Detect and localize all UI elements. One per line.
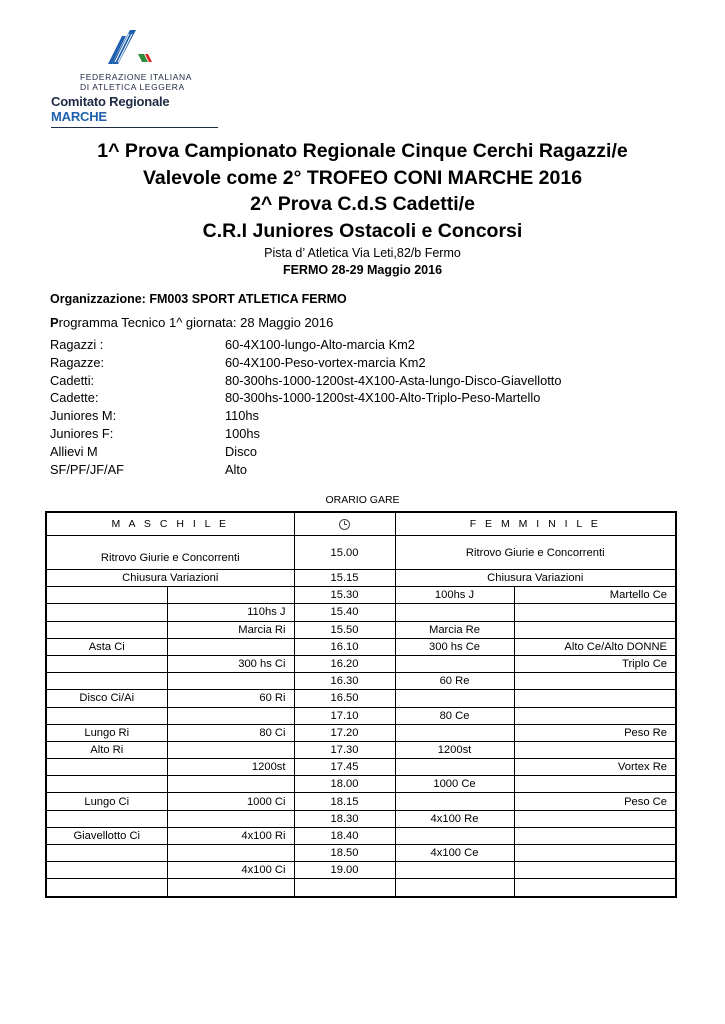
- org-name-line1: FEDERAZIONE ITALIANA: [80, 72, 192, 82]
- female-field-event: Triplo Ce: [514, 655, 676, 672]
- female-closing: Chiusura Variazioni: [395, 570, 676, 587]
- schedule-row: [46, 655, 676, 672]
- schedule-row: [46, 810, 676, 827]
- event-time: 15.30: [294, 587, 395, 604]
- category-events: 100hs: [225, 425, 260, 441]
- category-list: [50, 336, 561, 478]
- event-time: 17.10: [294, 707, 395, 724]
- male-closing: Chiusura Variazioni: [46, 570, 294, 587]
- closing-time: 15.15: [294, 570, 395, 587]
- male-meeting: Ritrovo Giurie e Concorrenti: [46, 536, 294, 570]
- closing-row: [46, 570, 676, 587]
- male-track-event: [167, 810, 294, 827]
- organization: Organizzazione: FM003 SPORT ATLETICA FERMO: [50, 292, 347, 306]
- male-track-event: [167, 879, 294, 897]
- female-track-event: 1200st: [395, 741, 514, 758]
- category-row: [50, 443, 561, 461]
- male-field-event: [46, 879, 167, 897]
- female-field-event: [514, 862, 676, 879]
- female-track-event: [395, 862, 514, 879]
- male-track-event: 80 Ci: [167, 724, 294, 741]
- category-name: Juniores M:: [50, 408, 117, 424]
- female-field-event: [514, 673, 676, 690]
- male-field-event: [46, 845, 167, 862]
- male-track-event: [167, 638, 294, 655]
- male-field-event: [46, 776, 167, 793]
- female-track-event: [395, 724, 514, 741]
- male-track-event: 4x100 Ci: [167, 862, 294, 879]
- event-time: 18.15: [294, 793, 395, 810]
- schedule-row: [46, 587, 676, 604]
- meeting-time: 15.00: [294, 536, 395, 570]
- category-row: [50, 354, 561, 372]
- category-events: Alto: [225, 461, 248, 477]
- schedule-row: [46, 741, 676, 758]
- category-row: [50, 461, 561, 479]
- male-track-event: 4x100 Ri: [167, 827, 294, 844]
- schedule-row: [46, 827, 676, 844]
- title-line1: 1^ Prova Campionato Regionale Cinque Cerchi Ragazzi/e: [97, 140, 628, 162]
- female-field-event: [514, 707, 676, 724]
- male-track-event: 1200st: [167, 759, 294, 776]
- category-name: SF/PF/JF/AF: [50, 461, 124, 477]
- female-track-event: [395, 793, 514, 810]
- category-name: Cadette:: [50, 390, 99, 406]
- male-field-event: Asta Ci: [46, 638, 167, 655]
- male-field-event: [46, 707, 167, 724]
- female-track-event: 60 Re: [395, 673, 514, 690]
- male-field-event: [46, 655, 167, 672]
- category-events: 80-300hs-1000-1200st-4X100-Asta-lungo-Disco-Giavellotto: [225, 372, 562, 388]
- schedule-row: [46, 690, 676, 707]
- female-header: F E M M I N I L E: [395, 512, 676, 536]
- time-header: [294, 512, 395, 536]
- male-field-event: Disco Ci/Ai: [46, 690, 167, 707]
- event-time: 18.40: [294, 827, 395, 844]
- female-field-event: Peso Ce: [514, 793, 676, 810]
- male-field-event: [46, 587, 167, 604]
- category-row: [50, 407, 561, 425]
- category-name: Juniores F:: [50, 425, 114, 441]
- female-field-event: [514, 776, 676, 793]
- event-time: 18.30: [294, 810, 395, 827]
- schedule-row: [46, 879, 676, 897]
- male-field-event: [46, 862, 167, 879]
- female-track-event: Marcia Re: [395, 621, 514, 638]
- category-name: Allievi M: [50, 443, 98, 459]
- title-line2: Valevole come 2° TROFEO CONI MARCHE 2016: [142, 166, 583, 189]
- title-block: [0, 138, 725, 279]
- category-events: 80-300hs-1000-1200st-4X100-Alto-Triplo-Peso-Martello: [225, 390, 541, 406]
- female-track-event: [395, 827, 514, 844]
- category-row: [50, 389, 561, 407]
- category-name: Ragazze:: [50, 354, 105, 370]
- female-track-event: [395, 655, 514, 672]
- event-time: 17.20: [294, 724, 395, 741]
- meeting-row: [46, 536, 676, 570]
- schedule-row: [46, 724, 676, 741]
- schedule-row: [46, 604, 676, 621]
- female-track-event: [395, 604, 514, 621]
- programme-initial: P: [50, 315, 59, 330]
- schedule-row: [46, 707, 676, 724]
- female-track-event: 1000 Ce: [395, 776, 514, 793]
- female-field-event: [514, 845, 676, 862]
- male-track-event: 1000 Ci: [167, 793, 294, 810]
- schedule-table: [45, 511, 677, 898]
- schedule-row: [46, 673, 676, 690]
- female-track-event: 4x100 Ce: [395, 845, 514, 862]
- schedule-row: [46, 862, 676, 879]
- female-field-event: [514, 690, 676, 707]
- category-events: Disco: [225, 443, 257, 459]
- event-time: 19.00: [294, 862, 395, 879]
- fidal-emblem-icon: [108, 30, 156, 70]
- female-field-event: [514, 827, 676, 844]
- event-time: 16.30: [294, 673, 395, 690]
- category-row: [50, 425, 561, 443]
- female-track-event: 80 Ce: [395, 707, 514, 724]
- category-events: 60-4X100-lungo-Alto-marcia Km2: [225, 337, 415, 352]
- female-field-event: [514, 621, 676, 638]
- committee-name: [51, 94, 218, 128]
- schedule-header-row: [46, 512, 676, 536]
- male-track-event: 110hs J: [167, 604, 294, 621]
- event-time: 18.50: [294, 845, 395, 862]
- female-field-event: [514, 810, 676, 827]
- female-track-event: [395, 690, 514, 707]
- female-field-event: Vortex Re: [514, 759, 676, 776]
- category-events: 60-4X100-Peso-vortex-marcia Km2: [225, 354, 426, 370]
- male-field-event: [46, 673, 167, 690]
- male-field-event: Lungo Ci: [46, 793, 167, 810]
- category-name: Ragazzi :: [50, 337, 104, 352]
- female-meeting: Ritrovo Giurie e Concorrenti: [395, 536, 676, 570]
- male-track-event: [167, 741, 294, 758]
- female-track-event: [395, 879, 514, 897]
- female-track-event: 100hs J: [395, 587, 514, 604]
- event-time: 16.50: [294, 690, 395, 707]
- female-field-event: [514, 879, 676, 897]
- schedule-row: [46, 793, 676, 810]
- female-field-event: [514, 741, 676, 758]
- male-track-event: 300 hs Ci: [167, 655, 294, 672]
- male-track-event: [167, 707, 294, 724]
- female-track-event: 4x100 Re: [395, 810, 514, 827]
- programme-line: [50, 315, 333, 330]
- title-line4: C.R.I Juniores Ostacoli e Concorsi: [202, 219, 523, 242]
- event-time: 18.00: [294, 776, 395, 793]
- male-field-event: Giavellotto Ci: [46, 827, 167, 844]
- male-field-event: Lungo Ri: [46, 724, 167, 741]
- male-field-event: Alto Ri: [46, 741, 167, 758]
- male-track-event: [167, 845, 294, 862]
- event-time: 15.40: [294, 604, 395, 621]
- male-field-event: [46, 759, 167, 776]
- event-time: 16.10: [294, 638, 395, 655]
- male-track-event: [167, 587, 294, 604]
- schedule-caption: ORARIO GARE: [325, 494, 400, 506]
- male-field-event: [46, 621, 167, 638]
- fidal-logo: [48, 30, 218, 124]
- female-field-event: Alto Ce/Alto DONNE: [514, 638, 676, 655]
- org-name-line2: DI ATLETICA LEGGERA: [80, 82, 185, 92]
- schedule-row: [46, 759, 676, 776]
- female-field-event: [514, 604, 676, 621]
- male-track-event: [167, 776, 294, 793]
- category-name: Cadetti:: [50, 372, 95, 388]
- male-track-event: [167, 673, 294, 690]
- event-time: 17.30: [294, 741, 395, 758]
- title-line3: 2^ Prova C.d.S Cadetti/e: [250, 193, 475, 215]
- female-field-event: Peso Re: [514, 724, 676, 741]
- category-events: 110hs: [225, 408, 259, 424]
- category-row: [50, 336, 561, 354]
- female-track-event: 300 hs Ce: [395, 638, 514, 655]
- programme-text: rogramma Tecnico 1^ giornata: 28 Maggio 2016: [58, 315, 334, 330]
- schedule-row: [46, 776, 676, 793]
- male-track-event: 60 Ri: [167, 690, 294, 707]
- schedule-row: [46, 638, 676, 655]
- female-field-event: Martello Ce: [514, 587, 676, 604]
- male-header: M A S C H I L E: [46, 512, 294, 536]
- event-time: 15.50: [294, 621, 395, 638]
- venue: Pista d’ Atletica Via Leti,82/b Fermo: [264, 246, 461, 260]
- schedule-row: [46, 845, 676, 862]
- male-field-event: [46, 810, 167, 827]
- male-field-event: [46, 604, 167, 621]
- schedule-row: [46, 621, 676, 638]
- committee-region: MARCHE: [51, 109, 107, 124]
- clock-icon: [339, 519, 350, 530]
- male-track-event: Marcia Ri: [167, 621, 294, 638]
- committee-prefix: Comitato Regionale: [51, 94, 170, 109]
- event-date: FERMO 28-29 Maggio 2016: [282, 263, 443, 277]
- event-time: 16.20: [294, 655, 395, 672]
- female-track-event: [395, 759, 514, 776]
- event-time: [294, 879, 395, 897]
- category-row: [50, 372, 561, 390]
- event-time: 17.45: [294, 759, 395, 776]
